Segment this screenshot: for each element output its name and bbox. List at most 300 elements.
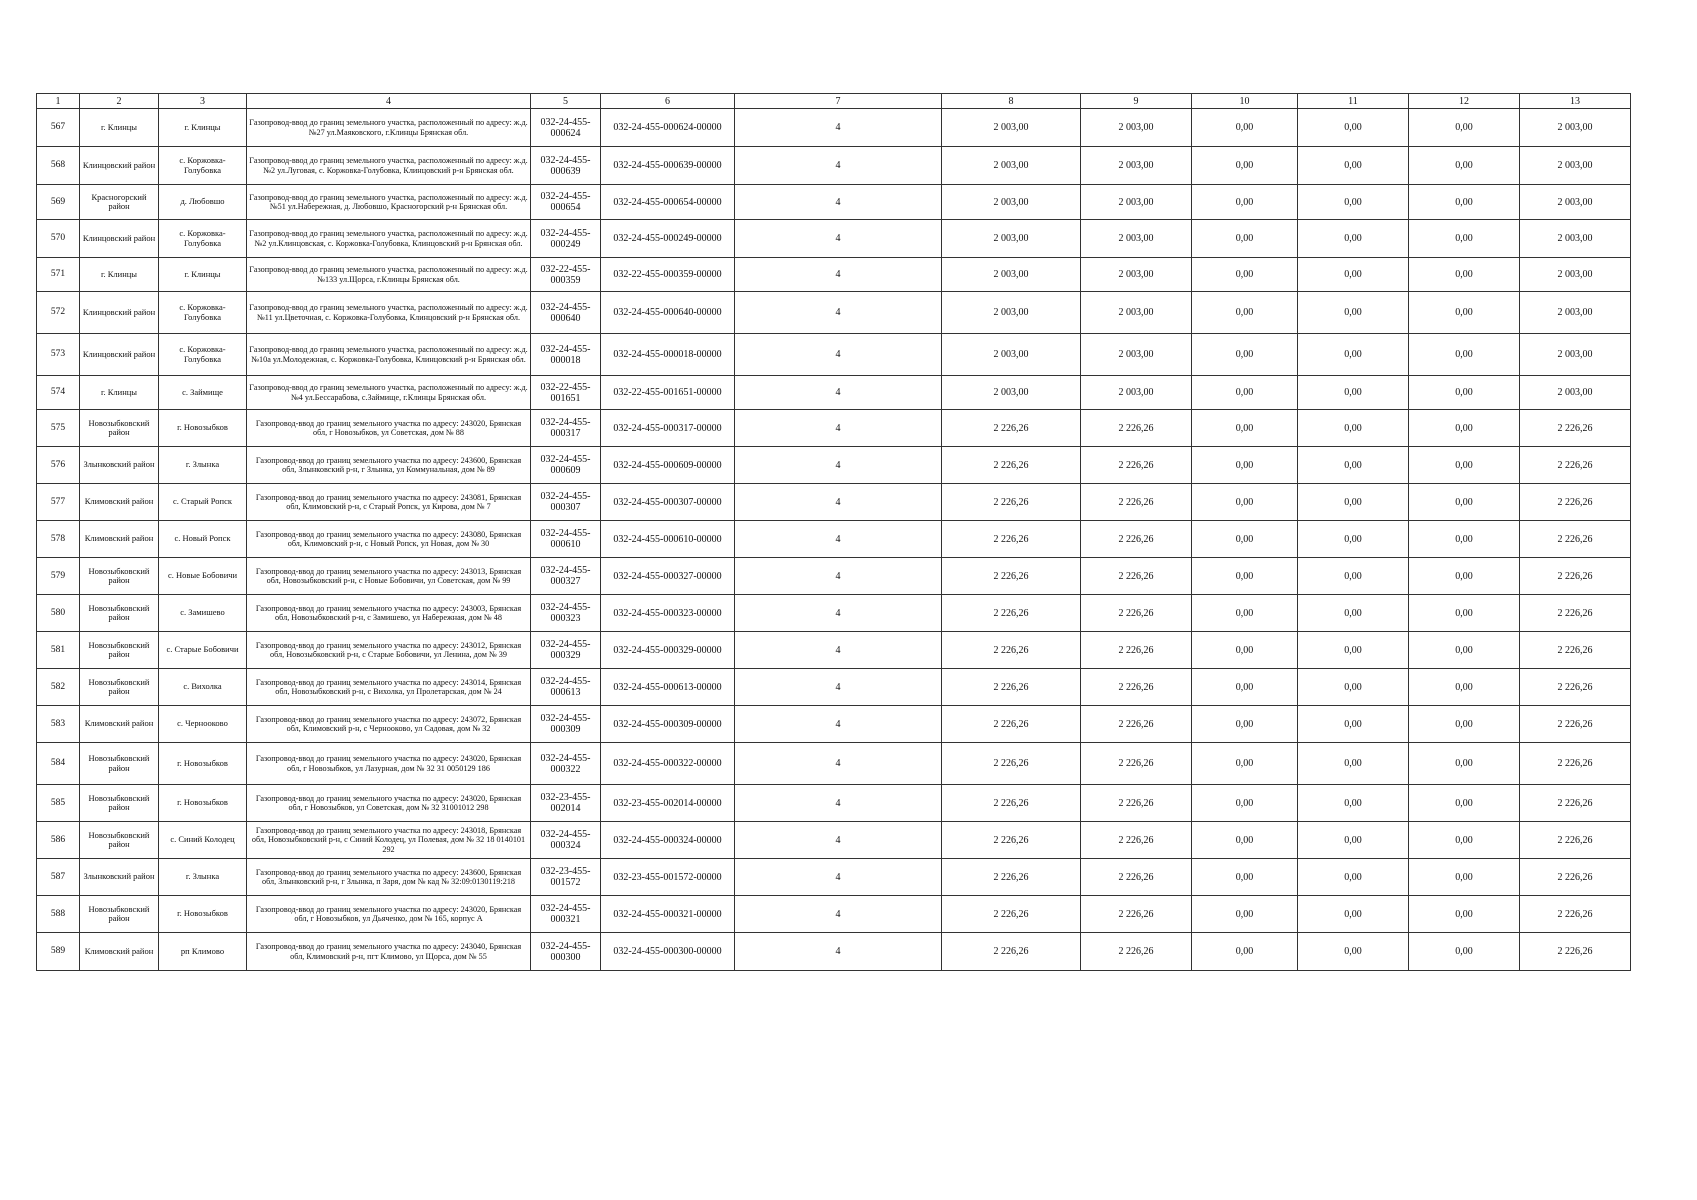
full-code-cell: 032-22-455-001651-00000 bbox=[601, 376, 735, 410]
object-code-cell: 032-22-455-001651 bbox=[531, 376, 601, 410]
full-code-cell: 032-24-455-000624-00000 bbox=[601, 109, 735, 147]
col12-value: 0,00 bbox=[1409, 258, 1520, 292]
col7-value: 4 bbox=[735, 447, 942, 484]
settlement-cell: г. Злынка bbox=[159, 447, 247, 484]
col9-value: 2 003,00 bbox=[1081, 220, 1192, 258]
col9-value: 2 003,00 bbox=[1081, 185, 1192, 220]
col13-value: 2 226,26 bbox=[1520, 632, 1631, 669]
col12-value: 0,00 bbox=[1409, 558, 1520, 595]
row-number: 582 bbox=[37, 669, 80, 706]
object-code-cell: 032-24-455-000309 bbox=[531, 706, 601, 743]
object-code-cell: 032-24-455-000307 bbox=[531, 484, 601, 521]
col-header: 9 bbox=[1081, 94, 1192, 109]
settlement-cell: рп Климово bbox=[159, 933, 247, 971]
col7-value: 4 bbox=[735, 896, 942, 933]
row-number: 567 bbox=[37, 109, 80, 147]
table-row bbox=[37, 743, 1631, 785]
description-cell: Газопровод-ввод до границ земельного участка по адресу: 243020, Брянская обл, г Новозыбков, ул Советская, дом № 88 bbox=[247, 410, 531, 447]
object-code-cell: 032-24-455-000609 bbox=[531, 447, 601, 484]
col11-value: 0,00 bbox=[1298, 484, 1409, 521]
description-cell: Газопровод-ввод до границ земельного участка по адресу: 243012, Брянская обл, Новозыбковский р-н, с Старые Бобовичи, ул Ленина, дом № 39 bbox=[247, 632, 531, 669]
col10-value: 0,00 bbox=[1192, 447, 1298, 484]
district-cell: Климовский район bbox=[80, 521, 159, 558]
full-code-cell: 032-24-455-000249-00000 bbox=[601, 220, 735, 258]
description-cell: Газопровод-ввод до границ земельного участка по адресу: 243014, Брянская обл, Новозыбковский р-н, с Вихолка, ул Пролетарская, дом № 24 bbox=[247, 669, 531, 706]
table-row bbox=[37, 822, 1631, 859]
district-cell: Новозыбковский район bbox=[80, 595, 159, 632]
full-code-cell: 032-24-455-000323-00000 bbox=[601, 595, 735, 632]
col7-value: 4 bbox=[735, 521, 942, 558]
settlement-cell: г. Клинцы bbox=[159, 109, 247, 147]
col9-value: 2 226,26 bbox=[1081, 632, 1192, 669]
col9-value: 2 003,00 bbox=[1081, 334, 1192, 376]
row-number: 581 bbox=[37, 632, 80, 669]
col9-value: 2 003,00 bbox=[1081, 147, 1192, 185]
settlement-cell: с. Займище bbox=[159, 376, 247, 410]
col11-value: 0,00 bbox=[1298, 447, 1409, 484]
col9-value: 2 226,26 bbox=[1081, 896, 1192, 933]
col9-value: 2 003,00 bbox=[1081, 376, 1192, 410]
table-row bbox=[37, 292, 1631, 334]
col9-value: 2 226,26 bbox=[1081, 447, 1192, 484]
col7-value: 4 bbox=[735, 185, 942, 220]
col10-value: 0,00 bbox=[1192, 558, 1298, 595]
col9-value: 2 226,26 bbox=[1081, 484, 1192, 521]
cost-table bbox=[36, 93, 1631, 971]
col9-value: 2 226,26 bbox=[1081, 743, 1192, 785]
col7-value: 4 bbox=[735, 292, 942, 334]
col-header: 8 bbox=[942, 94, 1081, 109]
col7-value: 4 bbox=[735, 220, 942, 258]
row-number: 572 bbox=[37, 292, 80, 334]
col13-value: 2 003,00 bbox=[1520, 185, 1631, 220]
settlement-cell: с. Старые Бобовичи bbox=[159, 632, 247, 669]
row-number: 576 bbox=[37, 447, 80, 484]
col8-value: 2 003,00 bbox=[942, 258, 1081, 292]
col-header: 11 bbox=[1298, 94, 1409, 109]
col11-value: 0,00 bbox=[1298, 109, 1409, 147]
row-number: 574 bbox=[37, 376, 80, 410]
description-cell: Газопровод-ввод до границ земельного участка, расположенный по адресу: ж.д.№2 ул.Луговая, с. Коржовка-Голубовка, Клинцовский р-н Брянская обл. bbox=[247, 147, 531, 185]
table-row bbox=[37, 109, 1631, 147]
table-row bbox=[37, 334, 1631, 376]
object-code-cell: 032-24-455-000329 bbox=[531, 632, 601, 669]
description-cell: Газопровод-ввод до границ земельного участка по адресу: 243018, Брянская обл, Новозыбковский р-н, с Синий Колодец, ул Полевая, дом № 32 18 0140101 292 bbox=[247, 822, 531, 859]
district-cell: г. Клинцы bbox=[80, 109, 159, 147]
col9-value: 2 226,26 bbox=[1081, 822, 1192, 859]
col11-value: 0,00 bbox=[1298, 785, 1409, 822]
object-code-cell: 032-24-455-000654 bbox=[531, 185, 601, 220]
col11-value: 0,00 bbox=[1298, 743, 1409, 785]
object-code-cell: 032-23-455-002014 bbox=[531, 785, 601, 822]
col10-value: 0,00 bbox=[1192, 109, 1298, 147]
object-code-cell: 032-24-455-000321 bbox=[531, 896, 601, 933]
object-code-cell: 032-24-455-000323 bbox=[531, 595, 601, 632]
col13-value: 2 226,26 bbox=[1520, 785, 1631, 822]
description-cell: Газопровод-ввод до границ земельного участка по адресу: 243020, Брянская обл, г Новозыбков, ул Лазурная, дом № 32 31 0050129 186 bbox=[247, 743, 531, 785]
col9-value: 2 226,26 bbox=[1081, 859, 1192, 896]
table-row bbox=[37, 558, 1631, 595]
col7-value: 4 bbox=[735, 334, 942, 376]
col13-value: 2 226,26 bbox=[1520, 558, 1631, 595]
description-cell: Газопровод-ввод до границ земельного участка, расположенный по адресу: ж.д.№2 ул.Клинцовская, с. Коржовка-Голубовка, Клинцовский р-н Брянская обл. bbox=[247, 220, 531, 258]
col12-value: 0,00 bbox=[1409, 410, 1520, 447]
description-cell: Газопровод-ввод до границ земельного участка, расположенный по адресу: ж.д.№11 ул.Цветочная, с. Коржовка-Голубовка, Клинцовский р-н Брянская обл. bbox=[247, 292, 531, 334]
object-code-cell: 032-24-455-000322 bbox=[531, 743, 601, 785]
object-code-cell: 032-24-455-000018 bbox=[531, 334, 601, 376]
object-code-cell: 032-24-455-000324 bbox=[531, 822, 601, 859]
full-code-cell: 032-24-455-000639-00000 bbox=[601, 147, 735, 185]
object-code-cell: 032-24-455-000317 bbox=[531, 410, 601, 447]
col9-value: 2 226,26 bbox=[1081, 595, 1192, 632]
col7-value: 4 bbox=[735, 785, 942, 822]
col8-value: 2 226,26 bbox=[942, 785, 1081, 822]
district-cell: Новозыбковский район bbox=[80, 743, 159, 785]
col7-value: 4 bbox=[735, 743, 942, 785]
col11-value: 0,00 bbox=[1298, 220, 1409, 258]
col13-value: 2 003,00 bbox=[1520, 334, 1631, 376]
col8-value: 2 226,26 bbox=[942, 484, 1081, 521]
col13-value: 2 226,26 bbox=[1520, 743, 1631, 785]
col12-value: 0,00 bbox=[1409, 185, 1520, 220]
col13-value: 2 226,26 bbox=[1520, 447, 1631, 484]
settlement-cell: с. Старый Ропск bbox=[159, 484, 247, 521]
settlement-cell: г. Новозыбков bbox=[159, 410, 247, 447]
col-header: 4 bbox=[247, 94, 531, 109]
settlement-cell: с. Коржовка-Голубовка bbox=[159, 334, 247, 376]
col9-value: 2 003,00 bbox=[1081, 109, 1192, 147]
object-code-cell: 032-24-455-000613 bbox=[531, 669, 601, 706]
col8-value: 2 226,26 bbox=[942, 859, 1081, 896]
object-code-cell: 032-24-455-000327 bbox=[531, 558, 601, 595]
table-row bbox=[37, 376, 1631, 410]
col8-value: 2 226,26 bbox=[942, 558, 1081, 595]
object-code-cell: 032-24-455-000640 bbox=[531, 292, 601, 334]
settlement-cell: с. Коржовка-Голубовка bbox=[159, 220, 247, 258]
col12-value: 0,00 bbox=[1409, 706, 1520, 743]
col8-value: 2 003,00 bbox=[942, 220, 1081, 258]
table-row bbox=[37, 521, 1631, 558]
col10-value: 0,00 bbox=[1192, 859, 1298, 896]
col11-value: 0,00 bbox=[1298, 521, 1409, 558]
col-header: 1 bbox=[37, 94, 80, 109]
description-cell: Газопровод-ввод до границ земельного участка по адресу: 243013, Брянская обл, Новозыбковский р-н, с Новые Бобовичи, ул Советская, дом № 99 bbox=[247, 558, 531, 595]
col-header: 5 bbox=[531, 94, 601, 109]
description-cell: Газопровод-ввод до границ земельного участка по адресу: 243600, Брянская обл, Злынковский р-н, г Злынка, п Заря, дом № кад № 32:09:0130119:218 bbox=[247, 859, 531, 896]
col13-value: 2 226,26 bbox=[1520, 822, 1631, 859]
description-cell: Газопровод-ввод до границ земельного участка, расположенный по адресу: ж.д.№27 ул.Маяковского, г.Клинцы Брянская обл. bbox=[247, 109, 531, 147]
col12-value: 0,00 bbox=[1409, 933, 1520, 971]
row-number: 583 bbox=[37, 706, 80, 743]
col11-value: 0,00 bbox=[1298, 706, 1409, 743]
col10-value: 0,00 bbox=[1192, 933, 1298, 971]
district-cell: Злынковский район bbox=[80, 859, 159, 896]
col8-value: 2 003,00 bbox=[942, 334, 1081, 376]
description-cell: Газопровод-ввод до границ земельного участка, расположенный по адресу: ж.д.№51 ул.Набережная, д. Любовшо, Красногорский р-н Брянская обл. bbox=[247, 185, 531, 220]
row-number: 585 bbox=[37, 785, 80, 822]
table-row bbox=[37, 147, 1631, 185]
district-cell: Новозыбковский район bbox=[80, 410, 159, 447]
col13-value: 2 226,26 bbox=[1520, 484, 1631, 521]
settlement-cell: г. Новозыбков bbox=[159, 743, 247, 785]
settlement-cell: г. Клинцы bbox=[159, 258, 247, 292]
col8-value: 2 003,00 bbox=[942, 185, 1081, 220]
row-number: 587 bbox=[37, 859, 80, 896]
row-number: 570 bbox=[37, 220, 80, 258]
col10-value: 0,00 bbox=[1192, 521, 1298, 558]
col11-value: 0,00 bbox=[1298, 334, 1409, 376]
col13-value: 2 226,26 bbox=[1520, 706, 1631, 743]
document-sheet bbox=[36, 93, 1630, 971]
district-cell: Новозыбковский район bbox=[80, 896, 159, 933]
description-cell: Газопровод-ввод до границ земельного участка, расположенный по адресу: ж.д.№10а ул.Молодежная, с. Коржовка-Голубовка, Клинцовский р-н Брянская обл. bbox=[247, 334, 531, 376]
col9-value: 2 226,26 bbox=[1081, 933, 1192, 971]
col7-value: 4 bbox=[735, 706, 942, 743]
district-cell: Климовский район bbox=[80, 484, 159, 521]
col13-value: 2 226,26 bbox=[1520, 595, 1631, 632]
col7-value: 4 bbox=[735, 933, 942, 971]
row-number: 584 bbox=[37, 743, 80, 785]
col8-value: 2 226,26 bbox=[942, 410, 1081, 447]
col13-value: 2 226,26 bbox=[1520, 933, 1631, 971]
col7-value: 4 bbox=[735, 669, 942, 706]
col11-value: 0,00 bbox=[1298, 410, 1409, 447]
col11-value: 0,00 bbox=[1298, 933, 1409, 971]
col-header: 7 bbox=[735, 94, 942, 109]
col11-value: 0,00 bbox=[1298, 632, 1409, 669]
table-row bbox=[37, 933, 1631, 971]
table-row bbox=[37, 484, 1631, 521]
description-cell: Газопровод-ввод до границ земельного участка, расположенный по адресу: ж.д.№133 ул.Щорса, г.Клинцы Брянская обл. bbox=[247, 258, 531, 292]
row-number: 573 bbox=[37, 334, 80, 376]
col8-value: 2 226,26 bbox=[942, 743, 1081, 785]
table-row bbox=[37, 220, 1631, 258]
col7-value: 4 bbox=[735, 376, 942, 410]
row-number: 586 bbox=[37, 822, 80, 859]
col7-value: 4 bbox=[735, 147, 942, 185]
full-code-cell: 032-24-455-000640-00000 bbox=[601, 292, 735, 334]
district-cell: Климовский район bbox=[80, 933, 159, 971]
row-number: 588 bbox=[37, 896, 80, 933]
table-row bbox=[37, 785, 1631, 822]
description-cell: Газопровод-ввод до границ земельного участка, расположенный по адресу: ж.д.№4 ул.Бессарабова, с.Займище, г.Клинцы Брянская обл. bbox=[247, 376, 531, 410]
col13-value: 2 003,00 bbox=[1520, 258, 1631, 292]
col12-value: 0,00 bbox=[1409, 292, 1520, 334]
district-cell: Красногорский район bbox=[80, 185, 159, 220]
full-code-cell: 032-24-455-000300-00000 bbox=[601, 933, 735, 971]
settlement-cell: с. Чернооково bbox=[159, 706, 247, 743]
district-cell: Новозыбковский район bbox=[80, 785, 159, 822]
col12-value: 0,00 bbox=[1409, 743, 1520, 785]
col11-value: 0,00 bbox=[1298, 595, 1409, 632]
col11-value: 0,00 bbox=[1298, 896, 1409, 933]
col8-value: 2 003,00 bbox=[942, 292, 1081, 334]
settlement-cell: г. Новозыбков bbox=[159, 785, 247, 822]
district-cell: Новозыбковский район bbox=[80, 669, 159, 706]
table-row bbox=[37, 185, 1631, 220]
col9-value: 2 003,00 bbox=[1081, 292, 1192, 334]
description-cell: Газопровод-ввод до границ земельного участка по адресу: 243600, Брянская обл, Злынковский р-н, г Злынка, ул Коммунальная, дом № 89 bbox=[247, 447, 531, 484]
settlement-cell: г. Новозыбков bbox=[159, 896, 247, 933]
col12-value: 0,00 bbox=[1409, 376, 1520, 410]
settlement-cell: с. Новые Бобовичи bbox=[159, 558, 247, 595]
district-cell: Клинцовский район bbox=[80, 292, 159, 334]
full-code-cell: 032-23-455-001572-00000 bbox=[601, 859, 735, 896]
row-number: 577 bbox=[37, 484, 80, 521]
col12-value: 0,00 bbox=[1409, 896, 1520, 933]
settlement-cell: с. Синий Колодец bbox=[159, 822, 247, 859]
col7-value: 4 bbox=[735, 109, 942, 147]
col12-value: 0,00 bbox=[1409, 785, 1520, 822]
district-cell: Новозыбковский район bbox=[80, 558, 159, 595]
col7-value: 4 bbox=[735, 258, 942, 292]
district-cell: Климовский район bbox=[80, 706, 159, 743]
row-number: 571 bbox=[37, 258, 80, 292]
full-code-cell: 032-24-455-000309-00000 bbox=[601, 706, 735, 743]
table-row bbox=[37, 632, 1631, 669]
col10-value: 0,00 bbox=[1192, 785, 1298, 822]
full-code-cell: 032-24-455-000307-00000 bbox=[601, 484, 735, 521]
col8-value: 2 226,26 bbox=[942, 896, 1081, 933]
row-number: 580 bbox=[37, 595, 80, 632]
col9-value: 2 226,26 bbox=[1081, 410, 1192, 447]
col11-value: 0,00 bbox=[1298, 258, 1409, 292]
col13-value: 2 003,00 bbox=[1520, 220, 1631, 258]
table-row bbox=[37, 706, 1631, 743]
row-number: 575 bbox=[37, 410, 80, 447]
col7-value: 4 bbox=[735, 410, 942, 447]
col8-value: 2 226,26 bbox=[942, 933, 1081, 971]
col-header: 10 bbox=[1192, 94, 1298, 109]
row-number: 568 bbox=[37, 147, 80, 185]
col11-value: 0,00 bbox=[1298, 558, 1409, 595]
table-row bbox=[37, 859, 1631, 896]
description-cell: Газопровод-ввод до границ земельного участка по адресу: 243020, Брянская обл, г Новозыбков, ул Советская, дом № 32 31001012 298 bbox=[247, 785, 531, 822]
col7-value: 4 bbox=[735, 822, 942, 859]
description-cell: Газопровод-ввод до границ земельного участка по адресу: 243081, Брянская обл, Климовский р-н, с Старый Ропск, ул Кирова, дом № 7 bbox=[247, 484, 531, 521]
district-cell: г. Клинцы bbox=[80, 258, 159, 292]
col10-value: 0,00 bbox=[1192, 147, 1298, 185]
col10-value: 0,00 bbox=[1192, 376, 1298, 410]
col8-value: 2 226,26 bbox=[942, 632, 1081, 669]
col10-value: 0,00 bbox=[1192, 896, 1298, 933]
col13-value: 2 003,00 bbox=[1520, 292, 1631, 334]
table-row bbox=[37, 896, 1631, 933]
col8-value: 2 226,26 bbox=[942, 447, 1081, 484]
full-code-cell: 032-22-455-000359-00000 bbox=[601, 258, 735, 292]
col13-value: 2 226,26 bbox=[1520, 896, 1631, 933]
col13-value: 2 226,26 bbox=[1520, 669, 1631, 706]
district-cell: Новозыбковский район bbox=[80, 632, 159, 669]
col10-value: 0,00 bbox=[1192, 595, 1298, 632]
col8-value: 2 003,00 bbox=[942, 376, 1081, 410]
full-code-cell: 032-23-455-002014-00000 bbox=[601, 785, 735, 822]
district-cell: Новозыбковский район bbox=[80, 822, 159, 859]
col10-value: 0,00 bbox=[1192, 706, 1298, 743]
full-code-cell: 032-24-455-000324-00000 bbox=[601, 822, 735, 859]
col11-value: 0,00 bbox=[1298, 292, 1409, 334]
col7-value: 4 bbox=[735, 558, 942, 595]
table-row bbox=[37, 595, 1631, 632]
col10-value: 0,00 bbox=[1192, 220, 1298, 258]
col10-value: 0,00 bbox=[1192, 334, 1298, 376]
object-code-cell: 032-23-455-001572 bbox=[531, 859, 601, 896]
description-cell: Газопровод-ввод до границ земельного участка по адресу: 243003, Брянская обл, Новозыбковский р-н, с Замишево, ул Набережная, дом № 48 bbox=[247, 595, 531, 632]
col-header: 12 bbox=[1409, 94, 1520, 109]
col9-value: 2 226,26 bbox=[1081, 669, 1192, 706]
full-code-cell: 032-24-455-000018-00000 bbox=[601, 334, 735, 376]
object-code-cell: 032-24-455-000610 bbox=[531, 521, 601, 558]
col13-value: 2 003,00 bbox=[1520, 147, 1631, 185]
col12-value: 0,00 bbox=[1409, 632, 1520, 669]
table-row bbox=[37, 669, 1631, 706]
district-cell: Клинцовский район bbox=[80, 147, 159, 185]
col13-value: 2 003,00 bbox=[1520, 109, 1631, 147]
full-code-cell: 032-24-455-000327-00000 bbox=[601, 558, 735, 595]
col-header: 2 bbox=[80, 94, 159, 109]
description-cell: Газопровод-ввод до границ земельного участка по адресу: 243020, Брянская обл, г Новозыбков, ул Дьяченко, дом № 165, корпус А bbox=[247, 896, 531, 933]
col-header: 6 bbox=[601, 94, 735, 109]
row-number: 589 bbox=[37, 933, 80, 971]
full-code-cell: 032-24-455-000322-00000 bbox=[601, 743, 735, 785]
col9-value: 2 226,26 bbox=[1081, 558, 1192, 595]
col10-value: 0,00 bbox=[1192, 410, 1298, 447]
col9-value: 2 003,00 bbox=[1081, 258, 1192, 292]
col9-value: 2 226,26 bbox=[1081, 706, 1192, 743]
col8-value: 2 226,26 bbox=[942, 669, 1081, 706]
table-row bbox=[37, 410, 1631, 447]
table-row bbox=[37, 258, 1631, 292]
col12-value: 0,00 bbox=[1409, 447, 1520, 484]
full-code-cell: 032-24-455-000654-00000 bbox=[601, 185, 735, 220]
col10-value: 0,00 bbox=[1192, 258, 1298, 292]
col10-value: 0,00 bbox=[1192, 822, 1298, 859]
settlement-cell: с. Коржовка-Голубовка bbox=[159, 292, 247, 334]
col10-value: 0,00 bbox=[1192, 632, 1298, 669]
col11-value: 0,00 bbox=[1298, 822, 1409, 859]
col7-value: 4 bbox=[735, 632, 942, 669]
col12-value: 0,00 bbox=[1409, 147, 1520, 185]
col10-value: 0,00 bbox=[1192, 292, 1298, 334]
col8-value: 2 003,00 bbox=[942, 147, 1081, 185]
col12-value: 0,00 bbox=[1409, 484, 1520, 521]
col9-value: 2 226,26 bbox=[1081, 521, 1192, 558]
object-code-cell: 032-24-455-000249 bbox=[531, 220, 601, 258]
col8-value: 2 003,00 bbox=[942, 109, 1081, 147]
settlement-cell: с. Коржовка-Голубовка bbox=[159, 147, 247, 185]
col8-value: 2 226,26 bbox=[942, 521, 1081, 558]
header-row bbox=[37, 94, 1631, 109]
col10-value: 0,00 bbox=[1192, 185, 1298, 220]
col12-value: 0,00 bbox=[1409, 859, 1520, 896]
col8-value: 2 226,26 bbox=[942, 595, 1081, 632]
col11-value: 0,00 bbox=[1298, 147, 1409, 185]
col11-value: 0,00 bbox=[1298, 859, 1409, 896]
settlement-cell: с. Новый Ропск bbox=[159, 521, 247, 558]
full-code-cell: 032-24-455-000609-00000 bbox=[601, 447, 735, 484]
full-code-cell: 032-24-455-000317-00000 bbox=[601, 410, 735, 447]
row-number: 578 bbox=[37, 521, 80, 558]
col9-value: 2 226,26 bbox=[1081, 785, 1192, 822]
col11-value: 0,00 bbox=[1298, 669, 1409, 706]
description-cell: Газопровод-ввод до границ земельного участка по адресу: 243072, Брянская обл, Климовский р-н, с Чернооково, ул Садовая, дом № 32 bbox=[247, 706, 531, 743]
col7-value: 4 bbox=[735, 595, 942, 632]
col13-value: 2 226,26 bbox=[1520, 859, 1631, 896]
col12-value: 0,00 bbox=[1409, 220, 1520, 258]
col7-value: 4 bbox=[735, 484, 942, 521]
full-code-cell: 032-24-455-000329-00000 bbox=[601, 632, 735, 669]
object-code-cell: 032-24-455-000639 bbox=[531, 147, 601, 185]
